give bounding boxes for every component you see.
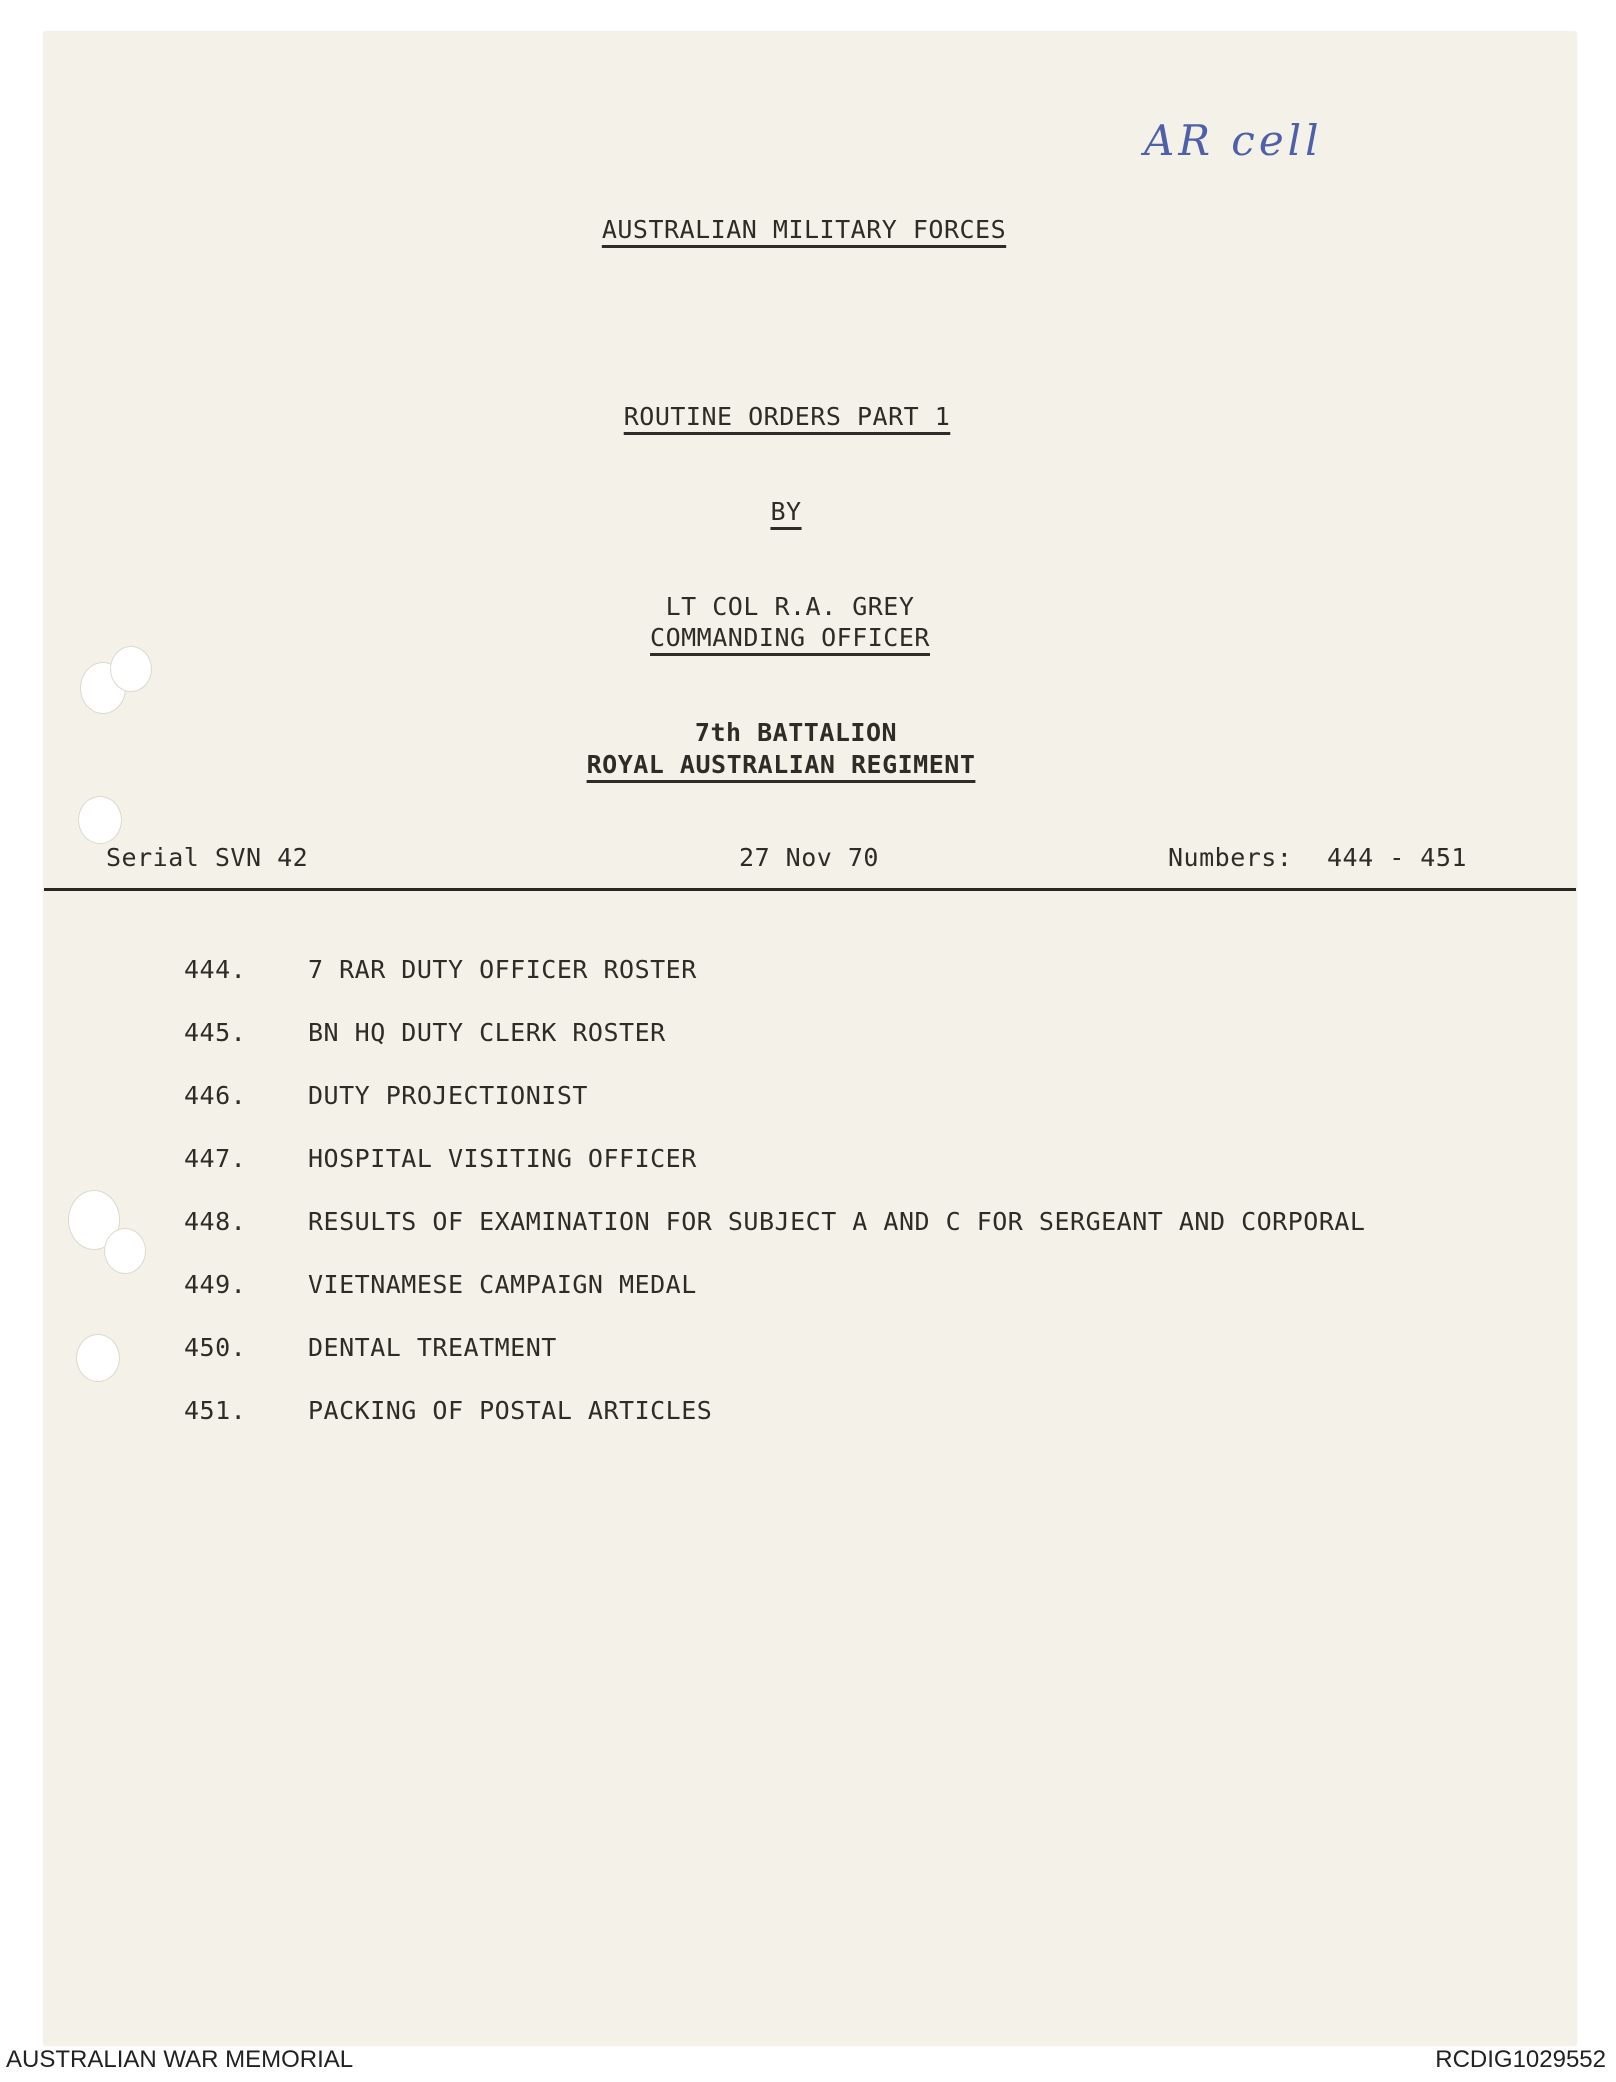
- item-number: 449.: [184, 1270, 247, 1299]
- punch-hole: [76, 1334, 120, 1382]
- officer-name: LT COL R.A. GREY: [665, 592, 915, 621]
- divider-rule: [44, 888, 1576, 891]
- orders-heading: ROUTINE ORDERS PART 1: [623, 402, 951, 431]
- footer-credit: AUSTRALIAN WAR MEMORIAL: [6, 2046, 354, 2073]
- item-title: 7 RAR DUTY OFFICER ROSTER: [308, 955, 697, 984]
- by-heading: BY: [770, 497, 802, 526]
- item-number: 445.: [184, 1018, 247, 1047]
- punch-hole: [104, 1228, 146, 1274]
- item-number: 448.: [184, 1207, 247, 1236]
- numbers-label: Numbers:: [1168, 843, 1293, 872]
- item-number: 446.: [184, 1081, 247, 1110]
- item-title: PACKING OF POSTAL ARTICLES: [308, 1396, 713, 1425]
- serial-number: Serial SVN 42: [106, 843, 309, 872]
- item-number: 450.: [184, 1333, 247, 1362]
- item-number: 444.: [184, 955, 247, 984]
- document-page: [44, 32, 1576, 2045]
- item-title: HOSPITAL VISITING OFFICER: [308, 1144, 697, 1173]
- item-title: VIETNAMESE CAMPAIGN MEDAL: [308, 1270, 697, 1299]
- item-title: DUTY PROJECTIONIST: [308, 1081, 588, 1110]
- handwritten-note: AR cell: [1144, 116, 1323, 165]
- unit-line-2: ROYAL AUSTRALIAN REGIMENT: [586, 750, 976, 779]
- forces-heading: AUSTRALIAN MILITARY FORCES: [601, 215, 1007, 244]
- unit-line-1: 7th BATTALION: [694, 718, 898, 747]
- punch-hole: [78, 796, 122, 844]
- footer-id: RCDIG1029552: [1435, 2046, 1606, 2073]
- officer-role: COMMANDING OFFICER: [650, 623, 930, 652]
- numbers-range: 444 - 451: [1327, 843, 1467, 872]
- item-title: DENTAL TREATMENT: [308, 1333, 557, 1362]
- item-number: 447.: [184, 1144, 247, 1173]
- item-title: RESULTS OF EXAMINATION FOR SUBJECT A AND C FOR SERGEANT AND CORPORAL: [308, 1207, 1366, 1236]
- item-title: BN HQ DUTY CLERK ROSTER: [308, 1018, 666, 1047]
- item-number: 451.: [184, 1396, 247, 1425]
- punch-hole: [110, 646, 152, 692]
- order-date: 27 Nov 70: [739, 843, 879, 872]
